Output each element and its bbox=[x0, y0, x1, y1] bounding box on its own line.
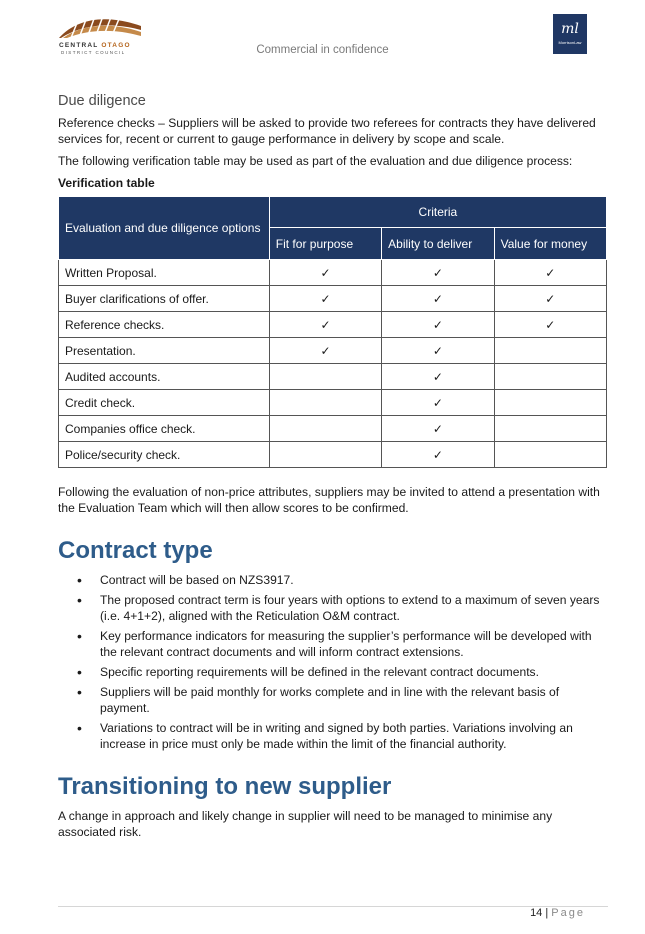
option-label: Presentation. bbox=[59, 338, 270, 364]
fit-for-purpose-cell bbox=[269, 286, 381, 312]
fit-for-purpose-cell bbox=[269, 338, 381, 364]
page-number: 14 bbox=[530, 907, 543, 919]
option-label: Written Proposal. bbox=[59, 260, 270, 286]
criteria-header: Criteria bbox=[269, 197, 606, 228]
logo-mark: ml bbox=[561, 21, 579, 37]
transition-heading: Transitioning to new supplier bbox=[58, 773, 392, 800]
option-label: Buyer clarifications of offer. bbox=[59, 286, 270, 312]
value-for-money-cell bbox=[494, 442, 606, 468]
options-column-header: Evaluation and due diligence options bbox=[59, 197, 270, 260]
table-row bbox=[59, 312, 607, 338]
morrisonlaw-logo bbox=[553, 14, 587, 54]
ability-to-deliver-header: Ability to deliver bbox=[382, 228, 494, 260]
list-item: • Suppliers will be paid monthly for works complete and in line with the relevant basis of payment. bbox=[58, 684, 608, 716]
checkmark-icon: ✓ bbox=[545, 291, 556, 306]
table-row bbox=[59, 442, 607, 468]
fit-for-purpose-cell bbox=[269, 260, 381, 286]
table-row bbox=[59, 364, 607, 390]
checkmark-icon: ✓ bbox=[432, 447, 443, 462]
presentation-paragraph: Following the evaluation of non-price attributes, suppliers may be invited to attend a presentation with the Evaluation Team which will then allow scores to be confirmed. bbox=[58, 485, 600, 515]
fit-for-purpose-cell bbox=[269, 390, 381, 416]
checkmark-icon: ✓ bbox=[320, 265, 331, 280]
checkmark-icon: ✓ bbox=[545, 317, 556, 332]
table-row bbox=[59, 390, 607, 416]
logo-name-part1: CENTRAL bbox=[59, 42, 99, 49]
confidentiality-note: Commercial in confidence bbox=[256, 44, 389, 56]
option-label: Credit check. bbox=[59, 390, 270, 416]
checkmark-icon: ✓ bbox=[432, 317, 443, 332]
value-for-money-cell bbox=[494, 416, 606, 442]
verification-intro-paragraph: The following verification table may be used as part of the evaluation and due diligence process: bbox=[58, 154, 573, 168]
list-item: • Key performance indicators for measuring the supplier’s performance will be developed with the relevant contract documents and will inform contract extensions. bbox=[58, 628, 608, 660]
value-for-money-header: Value for money bbox=[494, 228, 606, 260]
value-for-money-cell bbox=[494, 286, 606, 312]
transition-paragraph: A change in approach and likely change in supplier will need to be managed to minimise any associated risk. bbox=[58, 809, 553, 839]
ability-to-deliver-cell bbox=[382, 312, 494, 338]
contract-type-list bbox=[58, 572, 608, 752]
page-label: Page bbox=[551, 907, 585, 919]
ability-to-deliver-cell bbox=[382, 390, 494, 416]
checkmark-icon: ✓ bbox=[432, 421, 443, 436]
list-item: • Specific reporting requirements will be defined in the relevant contract documents. bbox=[58, 664, 608, 680]
ability-to-deliver-cell bbox=[382, 260, 494, 286]
checkmark-icon: ✓ bbox=[320, 343, 331, 358]
checkmark-icon: ✓ bbox=[320, 317, 331, 332]
option-label: Companies office check. bbox=[59, 416, 270, 442]
logo-firm-name: MorrisonLaw bbox=[558, 40, 582, 45]
list-item: • Variations to contract will be in writing and signed by both parties. Variations involving an increase in price must only be made within the limit of the financial authority. bbox=[58, 720, 608, 752]
list-item: • Contract will be based on NZS3917. bbox=[58, 572, 608, 588]
fit-for-purpose-cell bbox=[269, 442, 381, 468]
option-label: Reference checks. bbox=[59, 312, 270, 338]
table-row bbox=[59, 338, 607, 364]
table-row bbox=[59, 260, 607, 286]
page-footer bbox=[530, 907, 585, 919]
checkmark-icon: ✓ bbox=[432, 395, 443, 410]
value-for-money-cell bbox=[494, 312, 606, 338]
verification-table-body bbox=[59, 260, 607, 468]
option-label: Audited accounts. bbox=[59, 364, 270, 390]
reference-checks-paragraph: Reference checks – Suppliers will be asked to provide two referees for contracts they have delivered services for, recent or current to gauge performance in delivery by scope and scale. bbox=[58, 116, 596, 146]
fit-for-purpose-cell bbox=[269, 312, 381, 338]
hills-logo-icon bbox=[57, 14, 143, 40]
footer-divider bbox=[58, 906, 608, 907]
table-row bbox=[59, 416, 607, 442]
value-for-money-cell bbox=[494, 364, 606, 390]
checkmark-icon: ✓ bbox=[432, 343, 443, 358]
value-for-money-cell bbox=[494, 338, 606, 364]
page-content bbox=[58, 93, 608, 840]
ability-to-deliver-cell bbox=[382, 286, 494, 312]
option-label: Police/security check. bbox=[59, 442, 270, 468]
fit-for-purpose-cell bbox=[269, 364, 381, 390]
list-item: • The proposed contract term is four years with options to extend to a maximum of seven years (i.e. 4+1+2), aligned with the Reticulation O&M contract. bbox=[58, 592, 608, 624]
logo-subtitle: DISTRICT COUNCIL bbox=[61, 50, 126, 55]
fit-for-purpose-header: Fit for purpose bbox=[269, 228, 381, 260]
ability-to-deliver-cell bbox=[382, 364, 494, 390]
fit-for-purpose-cell bbox=[269, 416, 381, 442]
checkmark-icon: ✓ bbox=[432, 265, 443, 280]
checkmark-icon: ✓ bbox=[545, 265, 556, 280]
due-diligence-heading: Due diligence bbox=[58, 93, 146, 109]
logo-name-part2: OTAGO bbox=[101, 42, 131, 49]
verification-table-title: Verification table bbox=[58, 176, 155, 190]
ability-to-deliver-cell bbox=[382, 338, 494, 364]
value-for-money-cell bbox=[494, 390, 606, 416]
checkmark-icon: ✓ bbox=[432, 369, 443, 384]
page-separator: | bbox=[545, 907, 549, 919]
ability-to-deliver-cell bbox=[382, 442, 494, 468]
table-row bbox=[59, 286, 607, 312]
verification-table bbox=[58, 196, 607, 468]
checkmark-icon: ✓ bbox=[320, 291, 331, 306]
checkmark-icon: ✓ bbox=[432, 291, 443, 306]
value-for-money-cell bbox=[494, 260, 606, 286]
contract-type-heading: Contract type bbox=[58, 537, 213, 564]
ability-to-deliver-cell bbox=[382, 416, 494, 442]
